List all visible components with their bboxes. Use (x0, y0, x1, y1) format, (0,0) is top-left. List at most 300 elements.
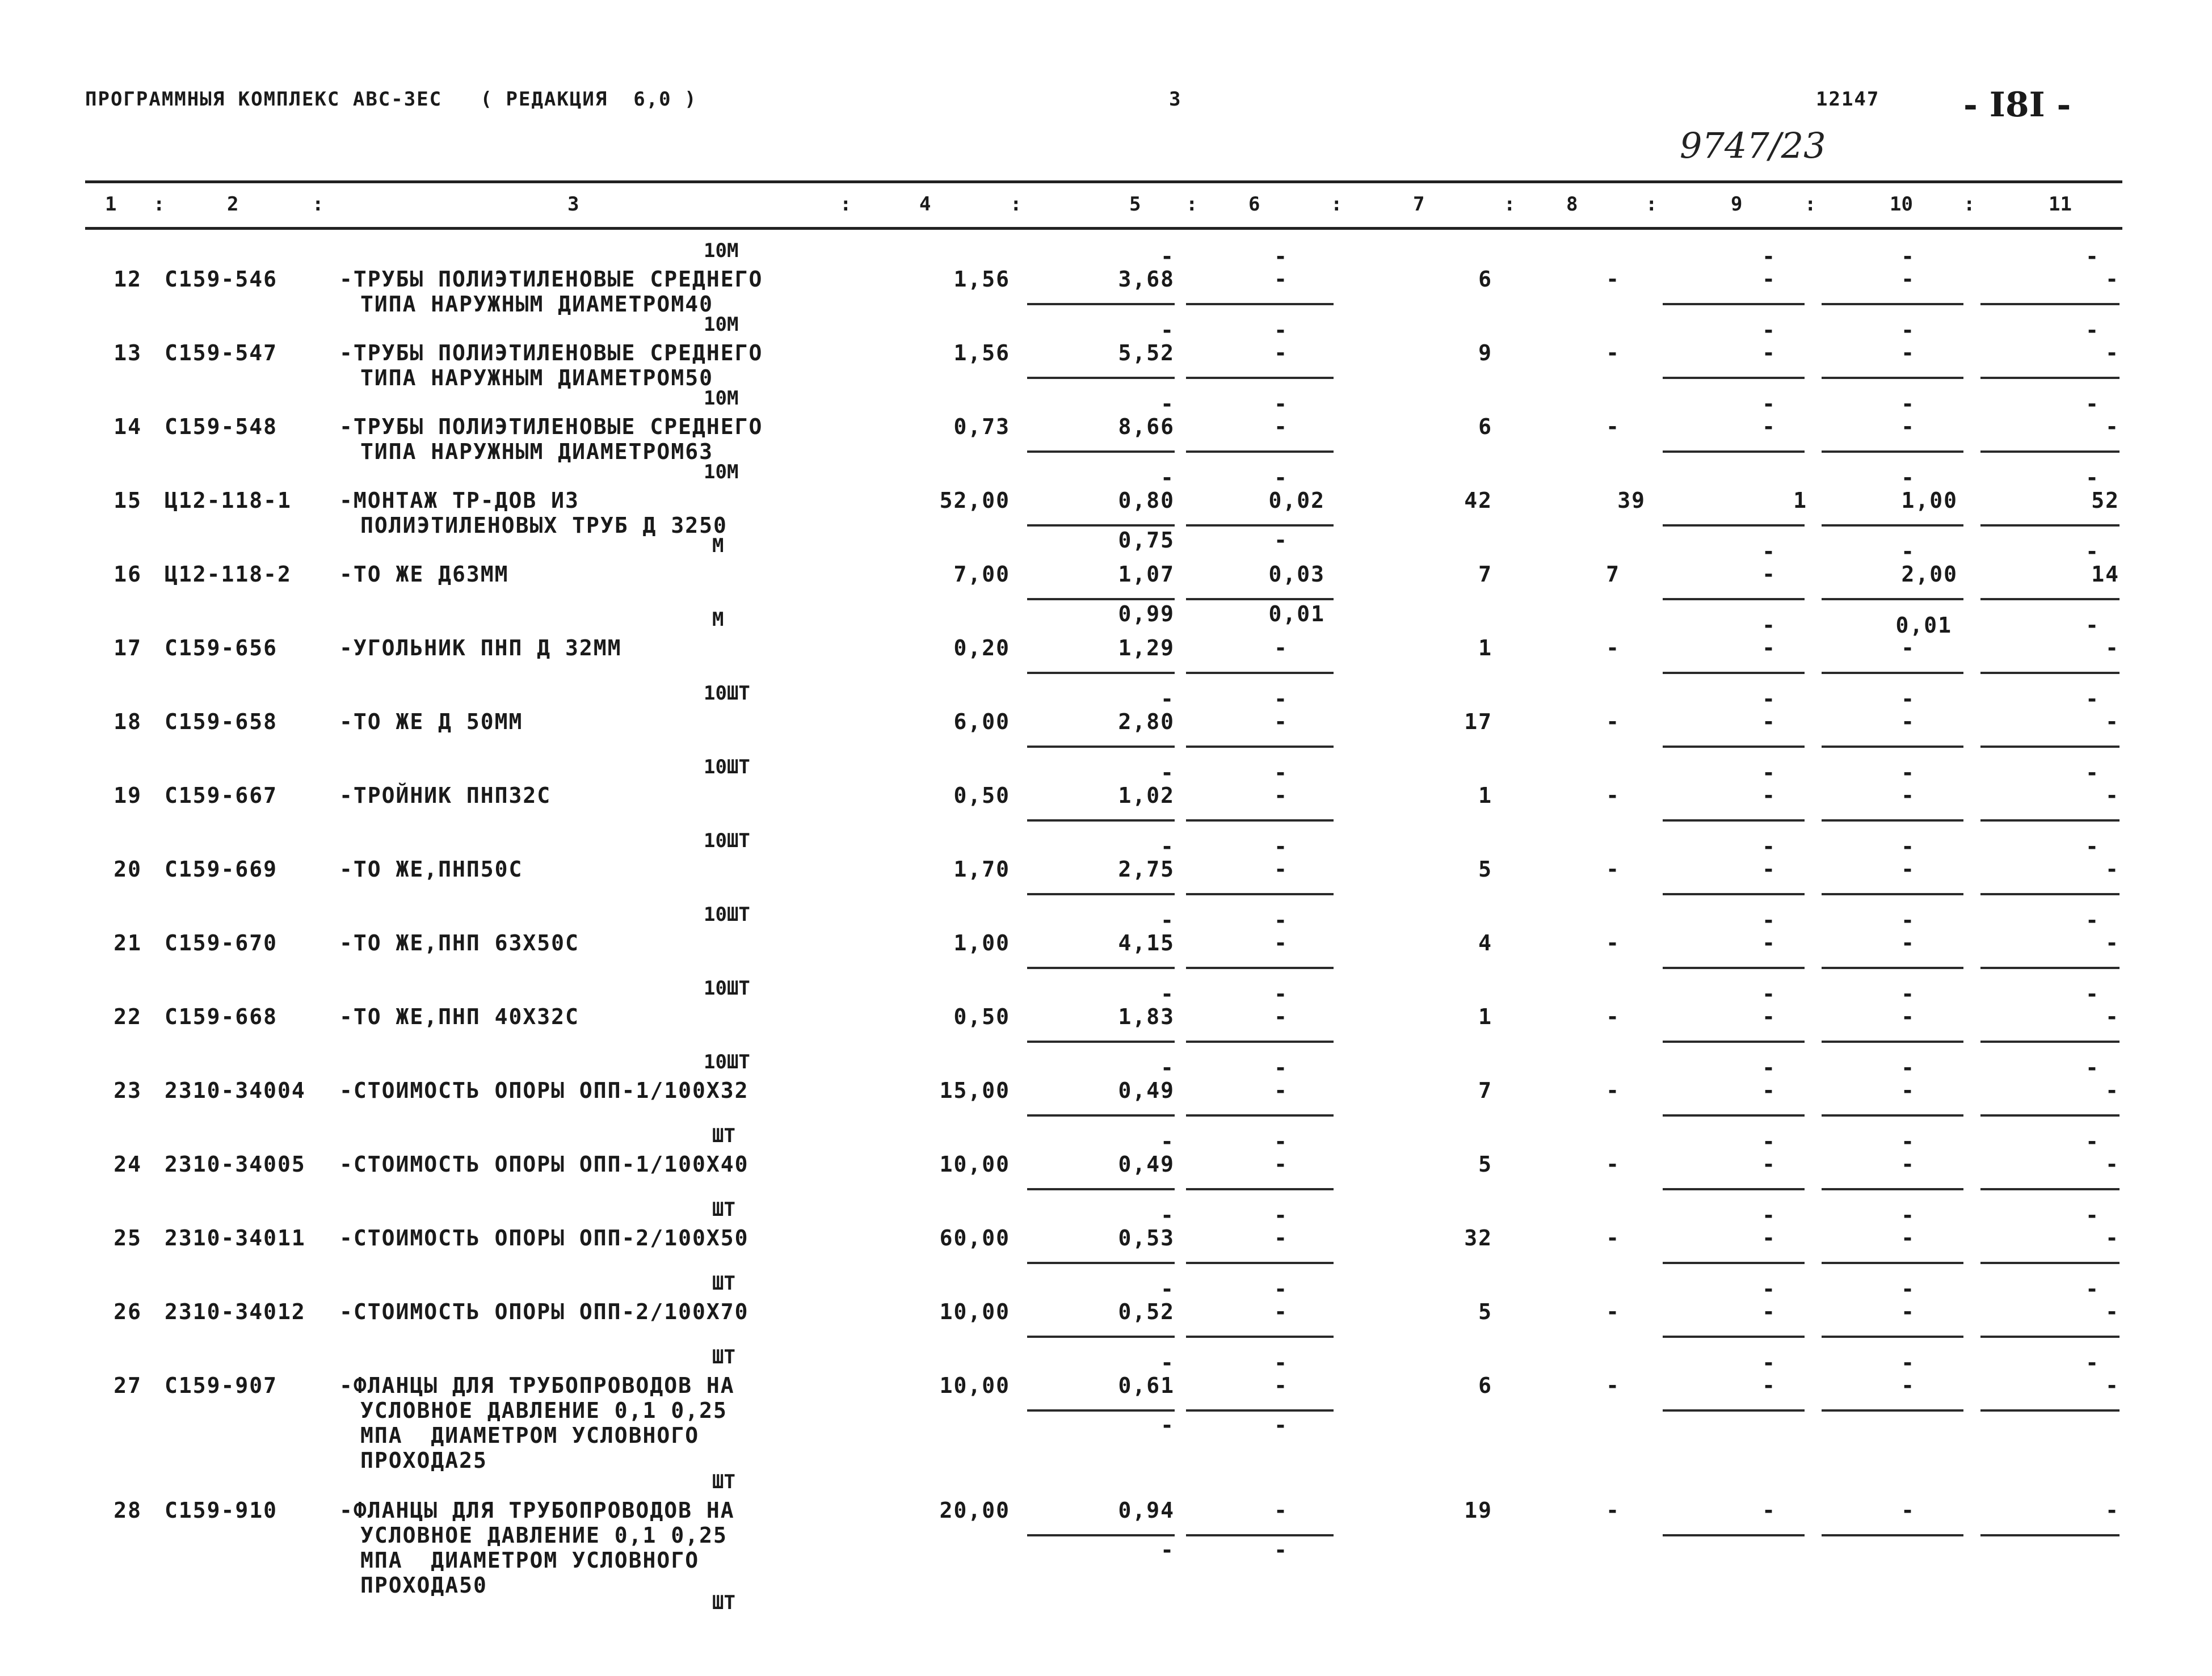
row-number: 21 (113, 930, 142, 955)
column-header-11: 11 (2049, 193, 2072, 216)
cell-col5: 0,94 (1118, 1498, 1175, 1523)
cell-col8: - (1606, 414, 1620, 439)
cell-col5-bottom: - (1160, 1413, 1175, 1438)
description-line: -ТО ЖЕ,ПНП 40Х32С (339, 1004, 579, 1029)
row-number: 26 (113, 1299, 142, 1324)
cell-underline (1186, 1262, 1334, 1264)
cell-underline (1822, 1188, 1963, 1190)
cell-underline (1822, 524, 1963, 527)
cell-col9-top: - (1762, 391, 1776, 416)
cell-underline (1663, 1409, 1805, 1412)
cell-col11-top: - (2085, 687, 2100, 711)
cell-col10: - (1901, 267, 1915, 292)
cell-col9-top: - (1762, 687, 1776, 711)
rate-code: Ц12-118-2 (165, 562, 292, 587)
cell-col4: 20,00 (939, 1498, 1010, 1523)
cell-col11: - (2105, 1078, 2120, 1103)
cell-col5: 0,80 (1118, 488, 1175, 513)
cell-col5: 1,07 (1118, 562, 1175, 587)
rate-code: С159-670 (165, 930, 278, 955)
cell-underline (1980, 967, 2120, 969)
cell-col11: 52 (2091, 488, 2120, 513)
description-line: -ТО ЖЕ,ПНП50С (339, 857, 523, 882)
cell-underline (1822, 303, 1963, 305)
row-number: 12 (113, 267, 142, 292)
cell-col9: - (1762, 1152, 1776, 1177)
cell-col6: - (1274, 930, 1288, 955)
table-top-rule (85, 180, 2122, 183)
cell-col6: 0,03 (1268, 562, 1325, 587)
cell-col9: - (1762, 562, 1776, 587)
cell-col10-top: - (1901, 834, 1915, 859)
cell-col11-top: - (2085, 834, 2100, 859)
cell-col7: 5 (1478, 1299, 1492, 1324)
cell-col4: 7,00 (953, 562, 1010, 587)
cell-col11: - (2105, 857, 2120, 882)
cell-col8: - (1606, 635, 1620, 660)
rate-code: Ц12-118-1 (165, 488, 292, 513)
cell-col9-top: - (1762, 1129, 1776, 1154)
description-line: -ФЛАНЦЫ ДЛЯ ТРУБОПРОВОДОВ НА (339, 1373, 735, 1398)
cell-underline (1027, 1336, 1175, 1338)
cell-col4: 1,56 (953, 267, 1010, 292)
cell-col6-bottom: - (1274, 1413, 1288, 1438)
cell-col10-top: - (1901, 465, 1915, 490)
cell-underline (1980, 1336, 2120, 1338)
description-line: -ТРУБЫ ПОЛИЭТИЛЕНОВЫЕ СРЕДНЕГО (339, 267, 763, 292)
cell-col10: - (1901, 1498, 1915, 1523)
rate-code: 2310-34005 (165, 1152, 306, 1177)
cell-underline (1186, 1534, 1334, 1536)
cell-col8: - (1606, 857, 1620, 882)
cell-col5-top: - (1160, 687, 1175, 711)
cell-underline (1186, 1114, 1334, 1117)
cell-underline (1822, 967, 1963, 969)
unit-label: 10М (704, 461, 739, 483)
description-line: -СТОИМОСТЬ ОПОРЫ ОПП-2/100Х70 (339, 1299, 749, 1324)
cell-col11-top: - (2085, 1055, 2100, 1080)
cell-col10: - (1901, 857, 1915, 882)
cell-col11: - (2105, 635, 2120, 660)
unit-label: ШТ (712, 1346, 735, 1368)
rate-code: С159-667 (165, 783, 278, 808)
cell-underline (1663, 967, 1805, 969)
cell-underline (1663, 1336, 1805, 1338)
row-number: 18 (113, 709, 142, 734)
cell-col10-top: - (1901, 687, 1915, 711)
cell-underline (1822, 1114, 1963, 1117)
column-header-10: 10 (1890, 193, 1913, 216)
unit-label: 10М (704, 387, 739, 410)
cell-underline (1027, 1534, 1175, 1536)
cell-underline (1980, 893, 2120, 895)
cell-col11-top: - (2085, 465, 2100, 490)
cell-underline (1027, 1114, 1175, 1117)
cell-col6-top: - (1274, 982, 1288, 1007)
unit-label: 10ШТ (704, 682, 750, 705)
cell-col5-bottom: - (1160, 1538, 1175, 1563)
cell-underline (1186, 893, 1334, 895)
cell-col6-top: - (1274, 834, 1288, 859)
description-line: -СТОИМОСТЬ ОПОРЫ ОПП-2/100Х50 (339, 1226, 749, 1250)
cell-col11: - (2105, 1498, 2120, 1523)
document-code: 12147 (1816, 88, 1880, 111)
cell-col6: - (1274, 1373, 1288, 1398)
cell-col9: - (1762, 709, 1776, 734)
cell-col8: - (1606, 1373, 1620, 1398)
cell-underline (1822, 1262, 1963, 1264)
cell-underline (1663, 672, 1805, 674)
cell-underline (1663, 746, 1805, 748)
cell-col6-top: - (1274, 318, 1288, 343)
column-header-1: 1 (105, 193, 117, 216)
cell-underline (1186, 967, 1334, 969)
cell-col5-top: - (1160, 244, 1175, 269)
cell-col7: 5 (1478, 857, 1492, 882)
cell-col7: 19 (1464, 1498, 1492, 1523)
description-line: -ФЛАНЦЫ ДЛЯ ТРУБОПРОВОДОВ НА (339, 1498, 735, 1523)
cell-underline (1980, 746, 2120, 748)
cell-col8: - (1606, 267, 1620, 292)
cell-col9: - (1762, 783, 1776, 808)
cell-col8: 7 (1606, 562, 1620, 587)
column-separator: : (153, 193, 165, 216)
cell-underline (1186, 819, 1334, 822)
cell-col7: 6 (1478, 1373, 1492, 1398)
description-line: -УГОЛЬНИК ПНП Д 32ММ (339, 635, 622, 660)
cell-col6: - (1274, 1004, 1288, 1029)
rate-code: 2310-34012 (165, 1299, 306, 1324)
cell-col9: - (1762, 857, 1776, 882)
cell-col8: - (1606, 709, 1620, 734)
cell-underline (1663, 1188, 1805, 1190)
cell-col5: 0,49 (1118, 1078, 1175, 1103)
description-line: УСЛОВНОЕ ДАВЛЕНИЕ 0,1 0,25 (360, 1523, 727, 1548)
cell-underline (1186, 1409, 1334, 1412)
row-number: 20 (113, 857, 142, 882)
cell-col4: 0,50 (953, 783, 1010, 808)
column-header-4: 4 (919, 193, 931, 216)
cell-col11: - (2105, 709, 2120, 734)
cell-col10-top: - (1901, 391, 1915, 416)
cell-underline (1822, 1534, 1963, 1536)
cell-underline (1027, 746, 1175, 748)
cell-col9: - (1762, 1373, 1776, 1398)
cell-underline (1027, 303, 1175, 305)
cell-col9: - (1762, 1004, 1776, 1029)
cell-col6: - (1274, 857, 1288, 882)
description-line: -МОНТАЖ ТР-ДОВ ИЗ (339, 488, 579, 513)
cell-col11-top: - (2085, 1203, 2100, 1228)
cell-col10-top: - (1901, 539, 1915, 564)
cell-col10-top: - (1901, 318, 1915, 343)
cell-col11: - (2105, 1152, 2120, 1177)
cell-col11-top: - (2085, 1350, 2100, 1375)
cell-col11-top: - (2085, 1277, 2100, 1302)
cell-underline (1027, 967, 1175, 969)
cell-underline (1186, 598, 1334, 600)
description-line: -ТРОЙНИК ПНП32С (339, 783, 552, 808)
rate-code: 2310-34011 (165, 1226, 306, 1250)
cell-col7: 4 (1478, 930, 1492, 955)
cell-col5: 8,66 (1118, 414, 1175, 439)
cell-col10: - (1901, 1299, 1915, 1324)
cell-col9: - (1762, 635, 1776, 660)
cell-col6-bottom: - (1274, 1538, 1288, 1563)
cell-underline (1663, 819, 1805, 822)
cell-col11: - (2105, 340, 2120, 365)
cell-col5: 0,61 (1118, 1373, 1175, 1398)
cell-col4: 52,00 (939, 488, 1010, 513)
cell-col10: - (1901, 635, 1915, 660)
cell-col9-top: - (1762, 760, 1776, 785)
cell-underline (1980, 598, 2120, 600)
cell-col10: - (1901, 709, 1915, 734)
cell-col6: - (1274, 1152, 1288, 1177)
cell-col11-top: - (2085, 908, 2100, 933)
cell-underline (1186, 1041, 1334, 1043)
cell-underline (1822, 598, 1963, 600)
cell-col11-top: - (2085, 613, 2100, 638)
cell-col4: 1,56 (953, 340, 1010, 365)
cell-col10-top: - (1901, 982, 1915, 1007)
unit-label: ШТ (712, 1198, 735, 1221)
cell-underline (1980, 450, 2120, 453)
unit-label: М (712, 534, 724, 557)
description-line: -ТО ЖЕ Д 50ММ (339, 709, 523, 734)
cell-col10: 2,00 (1901, 562, 1958, 587)
cell-col8: - (1606, 1226, 1620, 1250)
cell-col9: - (1762, 1078, 1776, 1103)
cell-col6-bottom: - (1274, 528, 1288, 553)
cell-col7: 6 (1478, 414, 1492, 439)
description-line: ПРОХОДА50 (360, 1573, 487, 1598)
cell-col5-top: - (1160, 982, 1175, 1007)
cell-col5: 4,15 (1118, 930, 1175, 955)
cell-underline (1822, 819, 1963, 822)
cell-col10: - (1901, 340, 1915, 365)
rate-code: С159-910 (165, 1498, 278, 1523)
cell-underline (1663, 1041, 1805, 1043)
cell-col9-top: - (1762, 613, 1776, 638)
column-separator: : (1186, 193, 1198, 216)
cell-col10-top: - (1901, 1129, 1915, 1154)
cell-underline (1027, 672, 1175, 674)
description-line: УСЛОВНОЕ ДАВЛЕНИЕ 0,1 0,25 (360, 1398, 727, 1423)
cell-col10: - (1901, 1226, 1915, 1250)
cell-col11: - (2105, 267, 2120, 292)
cell-underline (1980, 303, 2120, 305)
cell-col9-top: - (1762, 1203, 1776, 1228)
row-number: 23 (113, 1078, 142, 1103)
cell-col10-top: - (1901, 1203, 1915, 1228)
cell-underline (1663, 893, 1805, 895)
cell-col8: - (1606, 1498, 1620, 1523)
unit-label: М (712, 608, 724, 631)
cell-underline (1027, 1262, 1175, 1264)
cell-col11-top: - (2085, 1129, 2100, 1154)
cell-underline (1980, 672, 2120, 674)
cell-col9-top: - (1762, 1055, 1776, 1080)
cell-col5: 3,68 (1118, 267, 1175, 292)
cell-col9: - (1762, 267, 1776, 292)
cell-col7: 1 (1478, 635, 1492, 660)
cell-col8: - (1606, 1152, 1620, 1177)
description-line: ТИПА НАРУЖНЫМ ДИАМЕТРОМ63 (360, 439, 713, 464)
column-header-7: 7 (1413, 193, 1425, 216)
cell-col7: 7 (1478, 1078, 1492, 1103)
cell-col6-top: - (1274, 465, 1288, 490)
column-header-9: 9 (1731, 193, 1743, 216)
column-separator: : (840, 193, 852, 216)
cell-col8: - (1606, 340, 1620, 365)
cell-col6-top: - (1274, 1055, 1288, 1080)
cell-col11-top: - (2085, 318, 2100, 343)
cell-underline (1980, 524, 2120, 527)
description-line: -ТО ЖЕ,ПНП 63Х50С (339, 930, 579, 955)
cell-col7: 9 (1478, 340, 1492, 365)
cell-col9-top: - (1762, 539, 1776, 564)
cell-underline (1186, 1188, 1334, 1190)
description-line: -ТО ЖЕ Д63ММ (339, 562, 509, 587)
cell-underline (1186, 450, 1334, 453)
cell-col8: - (1606, 1004, 1620, 1029)
cell-col6: 0,02 (1268, 488, 1325, 513)
description-line: -ТРУБЫ ПОЛИЭТИЛЕНОВЫЕ СРЕДНЕГО (339, 340, 763, 365)
cell-underline (1822, 1409, 1963, 1412)
rate-code: С159-656 (165, 635, 278, 660)
cell-underline (1822, 1336, 1963, 1338)
unit-label: ШТ (712, 1125, 735, 1147)
rate-code: С159-669 (165, 857, 278, 882)
cell-underline (1186, 303, 1334, 305)
unit-label: ШТ (712, 1471, 735, 1493)
row-number: 28 (113, 1498, 142, 1523)
cell-underline (1663, 598, 1805, 600)
cell-col6: - (1274, 267, 1288, 292)
cell-col4: 10,00 (939, 1299, 1010, 1324)
cell-col10: - (1901, 783, 1915, 808)
cell-underline (1027, 1041, 1175, 1043)
cell-underline (1822, 746, 1963, 748)
cell-underline (1822, 1041, 1963, 1043)
cell-col6: - (1274, 783, 1288, 808)
cell-col5: 0,52 (1118, 1299, 1175, 1324)
cell-col10-top: - (1901, 1350, 1915, 1375)
cell-underline (1027, 377, 1175, 379)
cell-col11-top: - (2085, 244, 2100, 269)
cell-col5-top: - (1160, 1129, 1175, 1154)
cell-col5: 5,52 (1118, 340, 1175, 365)
column-header-8: 8 (1566, 193, 1578, 216)
row-number: 24 (113, 1152, 142, 1177)
cell-col9: - (1762, 414, 1776, 439)
cell-col5-bottom: 0,99 (1118, 601, 1175, 626)
cell-col5-top: - (1160, 1055, 1175, 1080)
row-number: 17 (113, 635, 142, 660)
cell-col6: - (1274, 635, 1288, 660)
cell-underline (1186, 1336, 1334, 1338)
description-line: ТИПА НАРУЖНЫМ ДИАМЕТРОМ40 (360, 292, 713, 317)
table-header-rule (85, 227, 2122, 230)
row-number: 27 (113, 1373, 142, 1398)
cell-underline (1027, 450, 1175, 453)
row-number: 19 (113, 783, 142, 808)
cell-col8: 39 (1617, 488, 1646, 513)
cell-col9-top: - (1762, 1350, 1776, 1375)
unit-label: 10ШТ (704, 829, 750, 852)
cell-col5: 2,75 (1118, 857, 1175, 882)
sheet-number: 3 (1169, 88, 1182, 111)
cell-col4: 0,73 (953, 414, 1010, 439)
cell-col6: - (1274, 414, 1288, 439)
cell-col5: 0,49 (1118, 1152, 1175, 1177)
cell-col5-top: - (1160, 1350, 1175, 1375)
cell-col6: - (1274, 1498, 1288, 1523)
column-separator: : (1646, 193, 1658, 216)
description-line: МПА ДИАМЕТРОМ УСЛОВНОГО (360, 1423, 700, 1448)
cell-col6: - (1274, 709, 1288, 734)
cell-col11-top: - (2085, 760, 2100, 785)
cell-underline (1663, 377, 1805, 379)
cell-col5: 2,80 (1118, 709, 1175, 734)
description-line: ТИПА НАРУЖНЫМ ДИАМЕТРОМ50 (360, 365, 713, 390)
cell-col11: - (2105, 1226, 2120, 1250)
cell-col6: - (1274, 1226, 1288, 1250)
cell-col4: 10,00 (939, 1152, 1010, 1177)
cell-underline (1663, 450, 1805, 453)
cell-col5-top: - (1160, 1277, 1175, 1302)
row-number: 22 (113, 1004, 142, 1029)
column-header-2: 2 (227, 193, 239, 216)
cell-col6: - (1274, 1299, 1288, 1324)
cell-underline (1663, 524, 1805, 527)
cell-col11: - (2105, 1004, 2120, 1029)
row-number: 16 (113, 562, 142, 587)
cell-col10-top: - (1901, 908, 1915, 933)
cell-col10: 1,00 (1901, 488, 1958, 513)
column-header-5: 5 (1129, 193, 1141, 216)
cell-col10-top: - (1901, 1277, 1915, 1302)
cell-col5: 1,83 (1118, 1004, 1175, 1029)
cell-col9-top: - (1762, 1277, 1776, 1302)
cell-underline (1980, 377, 2120, 379)
cell-col5-bottom: 0,75 (1118, 528, 1175, 553)
row-number: 14 (113, 414, 142, 439)
cell-col5-top: - (1160, 908, 1175, 933)
cell-col5: 1,02 (1118, 783, 1175, 808)
cell-col9: 1 (1793, 488, 1807, 513)
column-separator: : (1963, 193, 1975, 216)
unit-label: 10ШТ (704, 1051, 750, 1073)
cell-underline (1186, 746, 1334, 748)
rate-code: С159-546 (165, 267, 278, 292)
cell-col4: 1,70 (953, 857, 1010, 882)
cell-col8: - (1606, 930, 1620, 955)
description-line: -СТОИМОСТЬ ОПОРЫ ОПП-1/100Х32 (339, 1078, 749, 1103)
cell-col6-top: - (1274, 908, 1288, 933)
cell-col7: 42 (1464, 488, 1492, 513)
cell-col10: - (1901, 414, 1915, 439)
cell-underline (1027, 598, 1175, 600)
cell-col11-top: - (2085, 391, 2100, 416)
cell-underline (1027, 1409, 1175, 1412)
column-separator: : (312, 193, 324, 216)
rate-code: С159-547 (165, 340, 278, 365)
cell-underline (1027, 1188, 1175, 1190)
cell-col4: 6,00 (953, 709, 1010, 734)
cell-col9: - (1762, 1299, 1776, 1324)
